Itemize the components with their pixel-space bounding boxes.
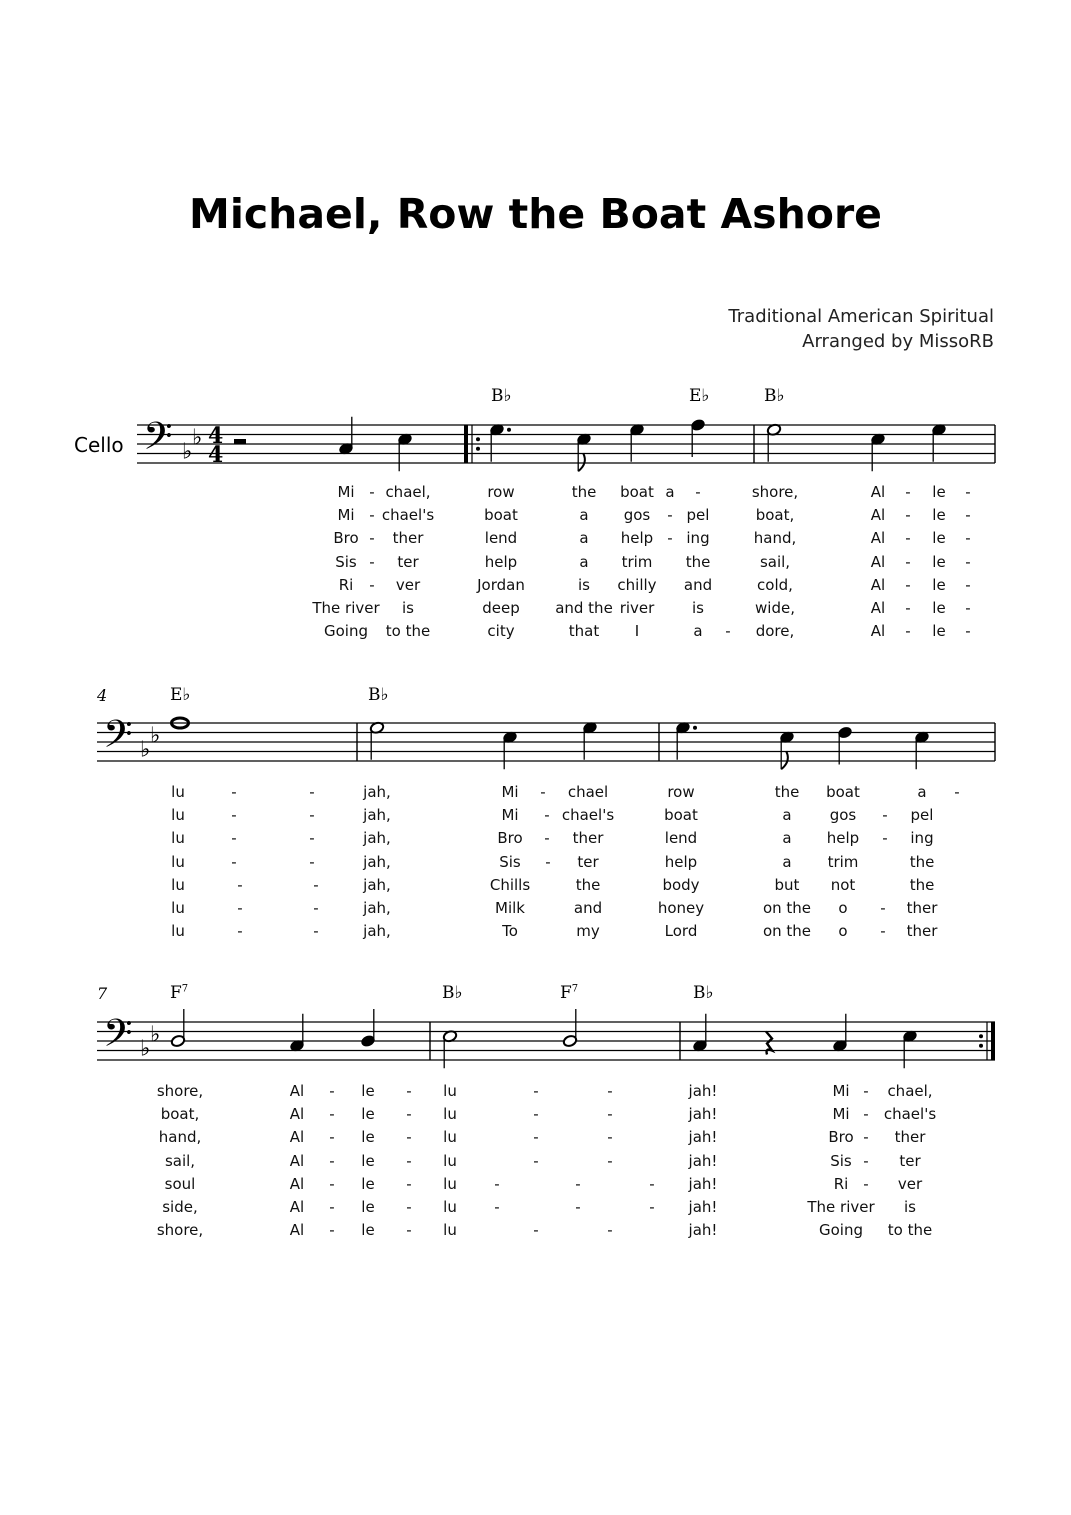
lyric-syllable: Sis [335, 552, 357, 571]
lyric-syllable: - [965, 483, 971, 501]
lyric-syllable: - [863, 1174, 869, 1193]
lyric-syllable: lu [443, 1128, 457, 1147]
bass-clef-icon: 𝄢 [103, 1010, 133, 1065]
lyric-syllable: jah! [688, 1174, 718, 1193]
lyric-syllable: - [406, 1105, 412, 1124]
lyric-syllable: jah, [363, 783, 391, 801]
lyric-syllable: - [965, 622, 971, 641]
lyric-syllable: Lord [664, 922, 698, 941]
lyric-syllable: - [369, 506, 375, 525]
lyric-syllable: ter [899, 1151, 921, 1170]
eighth-flag [781, 751, 788, 769]
lyric-syllable: - [406, 1128, 412, 1147]
lyric-syllable: jah, [363, 852, 391, 871]
lyric-syllable: Milk [495, 899, 525, 917]
lyric-syllable: gos [829, 806, 857, 825]
score-title: Michael, Row the Boat Ashore [189, 190, 882, 238]
lyric-syllable: boat, [160, 1105, 200, 1124]
lyric-syllable: sail, [164, 1151, 196, 1170]
lyric-syllable: Ri [338, 575, 354, 594]
lyric-syllable: lu [443, 1198, 457, 1216]
lyric-syllable: is [904, 1198, 916, 1216]
lyric-syllable: - [237, 875, 243, 894]
chord-symbol [693, 983, 714, 1003]
lyric-syllable: le [932, 622, 946, 641]
lyric-syllable: cold, [757, 575, 793, 594]
lyric-syllable: ter [577, 852, 599, 871]
lyric-syllable: shore, [156, 1082, 204, 1100]
bass-clef-icon: 𝄢 [103, 711, 133, 766]
chord-extension: 7 [181, 983, 189, 995]
lyric-syllable: chael, [887, 1082, 933, 1100]
lyric-syllable: lu [443, 1151, 457, 1170]
lyric-syllable: ver [897, 1174, 923, 1193]
lyric-syllable: le [932, 552, 946, 571]
lyric-syllable: the [909, 852, 935, 871]
lyric-syllable: trim [621, 552, 653, 571]
lyric-syllable: ing [910, 829, 934, 848]
lyric-syllable: hand, [753, 529, 797, 548]
lyric-syllable: Going [324, 622, 368, 641]
flat-icon: ♭ [140, 1036, 151, 1062]
lyric-syllable: le [361, 1198, 375, 1216]
lyric-syllable: but [774, 875, 800, 894]
lyric-syllable: - [494, 1174, 500, 1193]
lyric-syllable: le [361, 1082, 375, 1100]
lyric-syllable: - [533, 1128, 539, 1147]
lyric-syllable: Chills [489, 875, 531, 894]
lyric-syllable: - [533, 1105, 539, 1124]
lyric-syllable: jah! [688, 1198, 718, 1216]
lyric-syllable: jah, [363, 922, 391, 941]
chord-symbol [442, 983, 463, 1003]
lyric-syllable: - [406, 1174, 412, 1193]
lyric-syllable: Bro [333, 529, 359, 548]
lyric-syllable: ter [397, 552, 419, 571]
lyric-syllable: Al [289, 1105, 305, 1124]
chord-symbol [170, 685, 190, 705]
lyric-syllable: river [619, 599, 655, 617]
lyric-syllable: and [573, 899, 603, 917]
flat-icon: ♭ [150, 1022, 161, 1048]
lyric-syllable: a [579, 506, 589, 525]
lyric-syllable: lu [443, 1082, 457, 1100]
instrument-label: Cello [74, 433, 124, 457]
lyric-syllable: Al [870, 552, 886, 571]
lyric-syllable: that [568, 622, 600, 641]
lyric-syllable: - [329, 1221, 335, 1240]
chord-symbol [491, 386, 512, 406]
lyric-syllable: Jordan [477, 575, 525, 594]
lyric-syllable: soul [164, 1174, 196, 1193]
lyric-syllable: help [826, 829, 860, 848]
lyric-syllable: trim [827, 852, 859, 871]
lyric-syllable: dore, [755, 622, 795, 641]
flat-icon: ♭ [140, 737, 151, 763]
lyric-syllable: - [863, 1082, 869, 1100]
flat-icon: ♭ [192, 425, 203, 451]
lyric-syllable: To [502, 922, 518, 941]
lyric-syllable: - [231, 806, 237, 825]
lyric-syllable: - [313, 875, 319, 894]
lyric-syllable: chilly [617, 575, 657, 594]
lyric-syllable: on the [762, 899, 812, 917]
lyric-syllable: jah, [363, 875, 391, 894]
lyric-syllable: - [880, 899, 886, 917]
lyric-syllable: - [309, 852, 315, 871]
lyric-syllable: Al [289, 1174, 305, 1193]
lyric-syllable: - [369, 575, 375, 594]
lyric-syllable: - [494, 1198, 500, 1216]
lyric-syllable: ther [572, 829, 604, 848]
lyric-syllable: - [329, 1151, 335, 1170]
composer-credit: Traditional American Spiritual [728, 306, 994, 327]
lyric-syllable: - [863, 1105, 869, 1124]
lyric-syllable: - [965, 552, 971, 571]
lyric-syllable: a [579, 529, 589, 548]
chord-root: B♭ [491, 386, 512, 406]
lyric-syllable: le [361, 1174, 375, 1193]
lyric-syllable: - [329, 1174, 335, 1193]
lyric-syllable: boat, [755, 506, 795, 525]
lyric-syllable: - [965, 506, 971, 525]
lyric-syllable: - [905, 599, 911, 617]
chord-root: E♭ [689, 386, 710, 406]
lyric-syllable: - [369, 483, 375, 501]
lyric-syllable: Mi [337, 483, 355, 501]
lyric-syllable: - [329, 1198, 335, 1216]
lyric-syllable: - [725, 622, 731, 641]
lyric-syllable: hand, [158, 1128, 202, 1147]
lyric-syllable: - [965, 575, 971, 594]
repeat-dot [476, 447, 480, 451]
lyric-syllable: Al [289, 1128, 305, 1147]
lyric-syllable: Mi [832, 1105, 850, 1124]
lyric-syllable: the [909, 875, 935, 894]
chord-extension: 7 [571, 983, 579, 995]
lyric-syllable: Al [870, 622, 886, 641]
time-signature-bottom: 4 [208, 442, 224, 468]
lyric-syllable: jah! [688, 1221, 718, 1240]
flat-icon: ♭ [150, 723, 161, 749]
lyric-syllable: - [533, 1082, 539, 1100]
lyric-syllable: - [649, 1198, 655, 1216]
lyric-syllable: Al [289, 1198, 305, 1216]
lyric-syllable: - [575, 1174, 581, 1193]
lyric-syllable: Al [289, 1082, 305, 1100]
lyric-syllable: le [932, 575, 946, 594]
lyric-syllable: - [309, 783, 315, 801]
lyric-syllable: chael's [883, 1105, 937, 1124]
lyric-syllable: - [607, 1151, 613, 1170]
lyric-syllable: jah, [363, 806, 391, 825]
lyric-syllable: - [863, 1151, 869, 1170]
lyric-syllable: - [237, 922, 243, 941]
lyric-syllable: wide, [755, 599, 795, 617]
lyric-syllable: - [649, 1174, 655, 1193]
lyric-syllable: chael, [385, 483, 431, 501]
lyric-syllable: a [693, 622, 703, 641]
chord-symbol [689, 386, 709, 406]
lyric-syllable: Al [289, 1221, 305, 1240]
chord-root: B♭ [442, 983, 463, 1003]
lyric-syllable: jah! [688, 1128, 718, 1147]
lyric-syllable: - [309, 806, 315, 825]
lyric-syllable: - [965, 529, 971, 548]
lyric-syllable: Al [870, 506, 886, 525]
lyric-syllable: ther [906, 922, 938, 941]
eighth-flag [578, 453, 585, 471]
lyric-syllable: row [487, 483, 515, 501]
lyric-syllable: ing [686, 529, 710, 548]
lyric-syllable: - [406, 1198, 412, 1216]
chord-root: B♭ [764, 386, 785, 406]
lyric-syllable: the [774, 783, 800, 801]
lyric-syllable: Mi [337, 506, 355, 525]
lyric-syllable: - [882, 829, 888, 848]
lyric-syllable: row [667, 783, 695, 801]
lyric-syllable: - [695, 483, 701, 501]
lyric-syllable: le [361, 1105, 375, 1124]
lyric-syllable: - [905, 622, 911, 641]
lyric-syllable: Sis [499, 852, 521, 871]
lyric-syllable: - [607, 1105, 613, 1124]
lyric-syllable: o [838, 899, 848, 917]
lyric-syllable: deep [482, 599, 520, 617]
lyric-syllable: is [692, 599, 704, 617]
lyric-syllable: the [575, 875, 601, 894]
lyric-syllable: - [369, 529, 375, 548]
lyric-syllable: - [905, 483, 911, 501]
lyric-syllable: - [882, 806, 888, 825]
measure-number: 7 [97, 984, 108, 1003]
lyric-syllable: side, [162, 1198, 198, 1216]
lyric-syllable: - [369, 552, 375, 571]
lyric-syllable: pel [686, 506, 710, 525]
lyric-syllable: Ri [833, 1174, 849, 1193]
lyric-syllable: Al [870, 483, 886, 501]
lyric-syllable: a [665, 483, 675, 501]
lyric-syllable: the [685, 552, 711, 571]
lyric-syllable: I [634, 622, 640, 641]
lyric-syllable: Al [870, 575, 886, 594]
lyric-syllable: lu [171, 783, 185, 801]
lyric-syllable: lu [171, 875, 185, 894]
lyric-syllable: my [576, 922, 600, 941]
lyric-syllable: not [830, 875, 856, 894]
lyric-syllable: lu [171, 922, 185, 941]
lyric-syllable: - [545, 852, 551, 871]
lyric-syllable: The river [312, 599, 380, 617]
repeat-dot [476, 437, 480, 441]
lyric-syllable: is [578, 575, 590, 594]
lyric-syllable: lu [171, 829, 185, 848]
lyric-syllable: boat [826, 783, 860, 801]
lyric-syllable: Al [289, 1151, 305, 1170]
lyric-syllable: to the [887, 1221, 933, 1240]
repeat-dot [979, 1034, 983, 1038]
lyric-syllable: - [533, 1221, 539, 1240]
chord-root: E♭ [170, 685, 191, 705]
lyric-syllable: - [544, 829, 550, 848]
lyric-syllable: - [905, 575, 911, 594]
lyric-syllable: chael's [381, 506, 435, 525]
lyric-syllable: gos [623, 506, 651, 525]
lyric-syllable: the [571, 483, 597, 501]
lyric-syllable: - [905, 506, 911, 525]
lyric-syllable: le [932, 483, 946, 501]
lyric-syllable: - [667, 529, 673, 548]
lyric-syllable: to the [385, 622, 431, 641]
lyric-syllable: lu [171, 852, 185, 871]
lyric-syllable: Mi [501, 783, 519, 801]
lyric-syllable: Bro [497, 829, 523, 848]
lyric-syllable: le [932, 506, 946, 525]
lyric-syllable: lend [664, 829, 698, 848]
lyric-syllable: jah! [688, 1151, 718, 1170]
lyric-syllable: - [863, 1128, 869, 1147]
lyric-syllable: The river [807, 1198, 875, 1216]
lyric-syllable: le [361, 1221, 375, 1240]
lyric-syllable: help [664, 852, 698, 871]
chord-symbol [368, 685, 389, 705]
lyric-syllable: ther [894, 1128, 926, 1147]
time-signature-top: 4 [208, 423, 224, 449]
lyric-syllable: - [667, 506, 673, 525]
lyric-syllable: le [932, 529, 946, 548]
lyric-syllable: - [329, 1105, 335, 1124]
lyric-syllable: jah! [688, 1082, 718, 1100]
lyric-syllable: boat [664, 806, 698, 825]
lyric-syllable: - [954, 783, 960, 801]
lyric-syllable: chael [567, 783, 609, 801]
lyric-syllable: - [329, 1082, 335, 1100]
lyric-syllable: - [313, 922, 319, 941]
lyric-syllable: - [406, 1221, 412, 1240]
lyric-syllable: - [607, 1221, 613, 1240]
lyric-syllable: - [406, 1082, 412, 1100]
lyric-syllable: - [313, 899, 319, 917]
lyric-syllable: sail, [759, 552, 791, 571]
lyric-syllable: Sis [830, 1151, 852, 1170]
lyric-syllable: help [620, 529, 654, 548]
lyric-syllable: - [905, 529, 911, 548]
lyric-syllable: lend [484, 529, 518, 548]
lyric-syllable: city [487, 622, 515, 641]
lyric-syllable: lu [171, 899, 185, 917]
chord-root: F [560, 983, 572, 1003]
lyric-syllable: shore, [156, 1221, 204, 1240]
lyric-syllable: a [782, 852, 792, 871]
lyric-syllable: on the [762, 922, 812, 941]
lyric-syllable: Mi [501, 806, 519, 825]
chord-root: B♭ [693, 983, 714, 1003]
dot [693, 726, 697, 730]
lyric-syllable: jah! [688, 1105, 718, 1124]
lyric-syllable: le [932, 599, 946, 617]
lyric-syllable: Al [870, 529, 886, 548]
chord-symbol [560, 983, 578, 1003]
lyric-syllable: boat [620, 483, 654, 501]
flat-icon: ♭ [182, 439, 193, 465]
lyric-syllable: jah, [363, 829, 391, 848]
lyric-syllable: and [683, 575, 713, 594]
lyric-syllable: help [484, 552, 518, 571]
lyric-syllable: - [231, 852, 237, 871]
lyric-syllable: - [965, 599, 971, 617]
lyric-syllable: - [309, 829, 315, 848]
measure-number: 4 [97, 686, 108, 705]
dot [507, 428, 511, 432]
lyric-syllable: lu [443, 1174, 457, 1193]
lyric-syllable: lu [171, 806, 185, 825]
lyric-syllable: le [361, 1151, 375, 1170]
lyric-syllable: - [575, 1198, 581, 1216]
repeat-dot [979, 1044, 983, 1048]
lyric-syllable: - [544, 806, 550, 825]
bass-clef-icon: 𝄢 [143, 413, 173, 468]
lyric-syllable: ther [906, 899, 938, 917]
lyric-syllable: - [533, 1151, 539, 1170]
lyric-syllable: - [231, 783, 237, 801]
chord-root: F [170, 983, 182, 1003]
lyric-syllable: Going [819, 1221, 863, 1240]
lyric-syllable: Bro [828, 1128, 854, 1147]
lyric-syllable: lu [443, 1105, 457, 1124]
lyric-syllable: a [579, 552, 589, 571]
lyric-syllable: lu [443, 1221, 457, 1240]
lyric-syllable: jah, [363, 899, 391, 917]
lyric-syllable: ther [392, 529, 424, 548]
half-rest [234, 439, 246, 444]
lyric-syllable: pel [910, 806, 934, 825]
lyric-syllable: Mi [832, 1082, 850, 1100]
lyric-syllable: shore, [751, 483, 799, 501]
lyric-syllable: honey [657, 899, 705, 917]
lyric-syllable: - [540, 783, 546, 801]
lyric-syllable: - [905, 552, 911, 571]
lyric-syllable: a [917, 783, 927, 801]
lyric-syllable: a [782, 829, 792, 848]
lyric-syllable: - [880, 922, 886, 941]
chord-symbol [170, 983, 188, 1003]
lyric-syllable: - [231, 829, 237, 848]
lyric-syllable: boat [484, 506, 518, 525]
lyric-syllable: a [782, 806, 792, 825]
lyric-syllable: body [662, 875, 700, 894]
lyric-syllable: - [237, 899, 243, 917]
lyric-syllable: - [406, 1151, 412, 1170]
lyric-syllable: Al [870, 599, 886, 617]
lyric-syllable: - [607, 1128, 613, 1147]
lyric-syllable: chael's [561, 806, 615, 825]
lyric-syllable: ver [395, 575, 421, 594]
lyric-syllable: o [838, 922, 848, 941]
lyric-syllable: - [607, 1082, 613, 1100]
lyric-syllable: and the [555, 599, 613, 617]
chord-symbol [764, 386, 785, 406]
lyric-syllable: is [402, 599, 414, 617]
arranger-credit: Arranged by MissoRB [802, 331, 994, 352]
lyric-syllable: - [329, 1128, 335, 1147]
lyric-syllable: le [361, 1128, 375, 1147]
chord-root: B♭ [368, 685, 389, 705]
